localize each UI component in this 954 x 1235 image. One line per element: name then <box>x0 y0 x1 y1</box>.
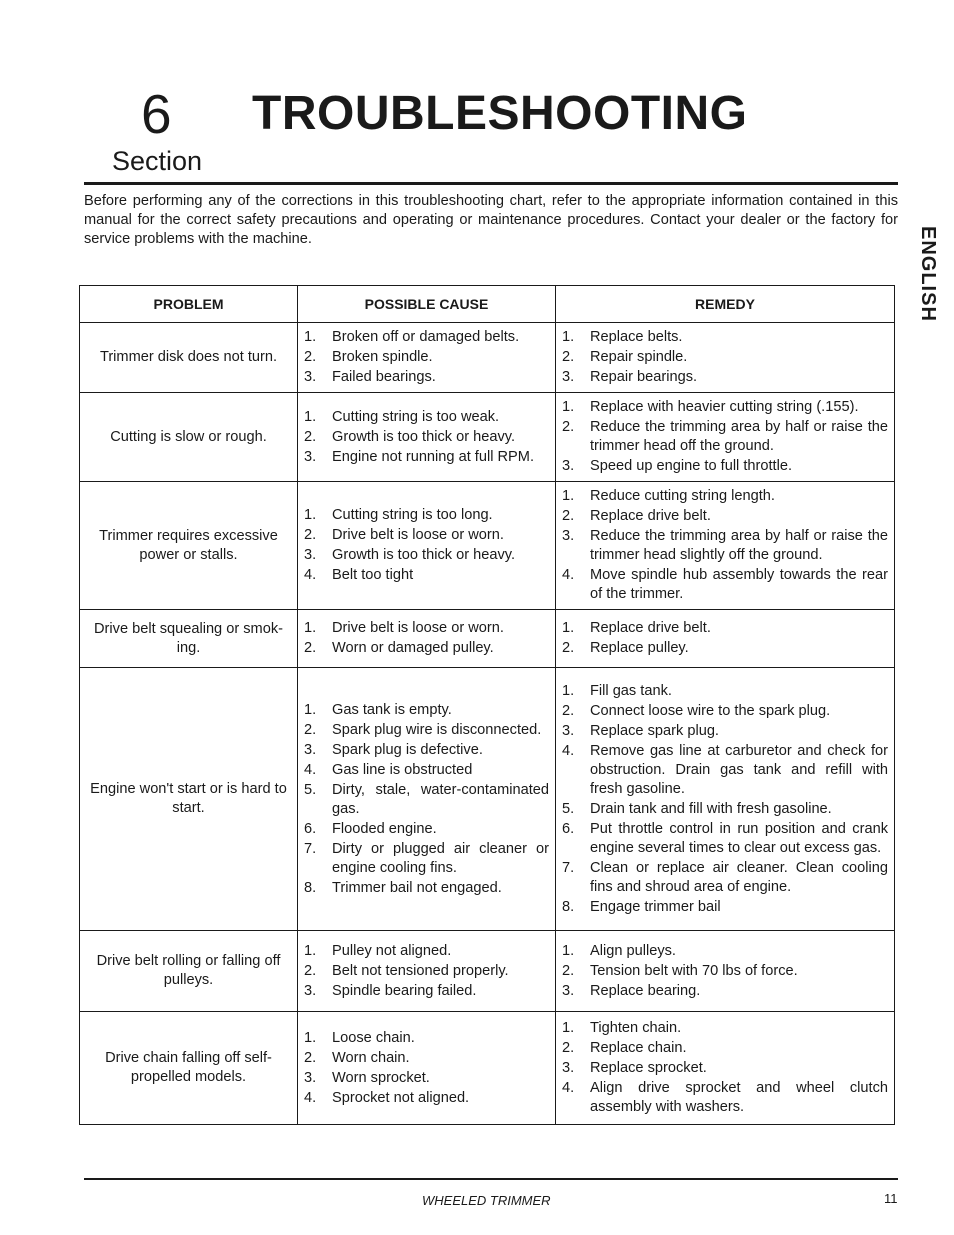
item-text: Repair bearings. <box>590 369 698 385</box>
cause-item <box>304 1089 549 1108</box>
item-number: 1. <box>304 701 317 718</box>
item-text: Gas line is obstructed <box>332 761 473 778</box>
cause-list <box>304 942 549 1001</box>
item-number: 1. <box>304 408 317 425</box>
table-row <box>80 1012 895 1125</box>
remedy-item <box>562 457 888 476</box>
cause-item <box>304 546 549 565</box>
item-number: 2. <box>562 349 575 365</box>
cause-item <box>304 942 549 961</box>
item-text: Reduce cutting string length. <box>590 488 775 504</box>
item-number: 1. <box>562 682 575 699</box>
item-text: Dirty or plugged air cleaner or engine cooling fins. <box>332 840 549 876</box>
remedy-cell <box>556 931 895 1012</box>
cause-cell <box>298 393 556 482</box>
item-number: 8. <box>304 879 317 896</box>
remedy-list <box>562 398 888 476</box>
remedy-item <box>562 527 888 565</box>
footer-divider <box>84 1178 898 1180</box>
item-number: 3. <box>562 722 575 739</box>
item-number: 1. <box>304 1029 317 1046</box>
cause-list <box>304 506 549 585</box>
column-header-cause: POSSIBLE CAUSE <box>298 286 556 323</box>
item-text: Engine not running at full RPM. <box>332 448 534 465</box>
item-number: 3. <box>304 369 317 385</box>
cause-cell <box>298 931 556 1012</box>
item-number: 2. <box>304 349 317 365</box>
cause-item <box>304 448 549 467</box>
cause-item <box>304 526 549 545</box>
remedy-item <box>562 328 888 347</box>
column-header-remedy: REMEDY <box>556 286 895 323</box>
item-text: Replace spark plug. <box>590 722 719 739</box>
item-text: Align drive sprocket and wheel clutch assembly with washers. <box>590 1080 888 1115</box>
item-number: 1. <box>562 942 575 959</box>
remedy-cell <box>556 610 895 668</box>
page-title: TROUBLESHOOTING <box>252 87 748 140</box>
item-number: 8. <box>562 898 575 915</box>
remedy-item <box>562 820 888 858</box>
remedy-item <box>562 1039 888 1058</box>
problem-cell: Drive belt rolling or falling off pulleys. <box>80 931 298 1012</box>
item-number: 2. <box>562 1040 575 1056</box>
remedy-list <box>562 619 888 658</box>
item-number: 1. <box>304 329 317 345</box>
item-number: 3. <box>304 1069 317 1086</box>
cause-list <box>304 328 549 387</box>
remedy-item <box>562 682 888 701</box>
remedy-item <box>562 898 888 917</box>
item-text: Replace with heavier cutting string (.155). <box>590 399 859 415</box>
problem-cell: Drive belt squealing or smok-ing. <box>80 610 298 668</box>
item-number: 3. <box>304 448 317 465</box>
cause-item <box>304 962 549 981</box>
remedy-item <box>562 348 888 367</box>
item-text: Failed bearings. <box>332 369 436 385</box>
item-text: Replace chain. <box>590 1040 687 1056</box>
remedy-list <box>562 487 888 604</box>
problem-cell: Engine won't start or is hard to start. <box>80 668 298 931</box>
item-number: 3. <box>562 982 575 999</box>
item-text: Spindle bearing failed. <box>332 982 477 999</box>
language-side-label: ENGLISH <box>917 226 939 322</box>
item-text: Engage trimmer bail <box>590 898 721 915</box>
cause-item <box>304 1029 549 1048</box>
remedy-item <box>562 859 888 897</box>
item-number: 6. <box>304 820 317 837</box>
remedy-item <box>562 368 888 387</box>
item-number: 5. <box>304 781 317 798</box>
item-number: 5. <box>562 800 575 817</box>
item-text: Clean or replace air cleaner. Clean cooling fins and shroud area of engine. <box>590 859 888 895</box>
item-text: Put throttle control in run position and crank engine several times to clear out excess gas. <box>590 820 888 856</box>
footer-product-name: WHEELED TRIMMER <box>422 1193 551 1208</box>
cause-cell <box>298 323 556 393</box>
troubleshooting-table <box>79 285 895 1125</box>
table-row <box>80 323 895 393</box>
remedy-item <box>562 942 888 961</box>
intro-paragraph: Before performing any of the corrections in this troubleshooting chart, refer to the appropriate information contained in this manual for the correct safety precautions and operating or maintenance procedures. Contact your dealer or the factory for service problems with the machine. <box>84 193 898 247</box>
item-number: 2. <box>304 428 317 445</box>
cause-item <box>304 348 549 367</box>
section-number: 6 <box>141 83 172 145</box>
item-text: Reduce the trimming area by half or raise the trimmer head off the ground. <box>590 419 888 454</box>
remedy-item <box>562 619 888 638</box>
item-number: 3. <box>562 1060 575 1076</box>
table-row <box>80 482 895 610</box>
item-text: Broken off or damaged belts. <box>332 329 520 345</box>
item-text: Tension belt with 70 lbs of force. <box>590 962 798 979</box>
item-number: 2. <box>304 962 317 979</box>
cause-item <box>304 408 549 427</box>
cause-item <box>304 781 549 819</box>
item-text: Drive belt is loose or worn. <box>332 620 504 636</box>
remedy-list <box>562 1019 888 1117</box>
remedy-item <box>562 639 888 658</box>
item-number: 2. <box>562 962 575 979</box>
item-text: Growth is too thick or heavy. <box>332 428 516 445</box>
cause-item <box>304 619 549 638</box>
item-number: 1. <box>304 507 317 523</box>
item-text: Flooded engine. <box>332 820 437 837</box>
remedy-cell <box>556 482 895 610</box>
item-number: 3. <box>304 982 317 999</box>
item-text: Sprocket not aligned. <box>332 1089 470 1106</box>
item-number: 2. <box>562 508 575 524</box>
item-number: 6. <box>562 820 575 837</box>
item-text: Cutting string is too weak. <box>332 408 500 425</box>
item-text: Spark plug is defective. <box>332 741 483 758</box>
item-number: 1. <box>562 620 575 636</box>
item-number: 7. <box>304 840 317 857</box>
item-number: 3. <box>562 369 575 385</box>
item-text: Growth is too thick or heavy. <box>332 547 516 563</box>
cause-item <box>304 1069 549 1088</box>
problem-cell: Trimmer disk does not turn. <box>80 323 298 393</box>
problem-cell: Trimmer requires excessive power or stalls. <box>80 482 298 610</box>
item-number: 3. <box>304 547 317 563</box>
item-text: Replace drive belt. <box>590 508 711 524</box>
item-number: 1. <box>562 1020 575 1036</box>
remedy-item <box>562 566 888 604</box>
item-number: 2. <box>304 721 317 738</box>
cause-list <box>304 408 549 467</box>
item-text: Spark plug wire is disconnected. <box>332 721 542 738</box>
remedy-item <box>562 800 888 819</box>
remedy-cell <box>556 1012 895 1125</box>
cause-item <box>304 566 549 585</box>
item-number: 1. <box>562 329 575 345</box>
remedy-list <box>562 328 888 387</box>
item-number: 2. <box>562 702 575 719</box>
remedy-item <box>562 982 888 1001</box>
item-text: Replace belts. <box>590 329 683 345</box>
cause-cell <box>298 482 556 610</box>
item-text: Replace bearing. <box>590 982 701 999</box>
item-text: Move spindle hub assembly towards the rear of the trimmer. <box>590 567 888 602</box>
item-number: 4. <box>304 1089 317 1106</box>
item-text: Pulley not aligned. <box>332 942 452 959</box>
cause-item <box>304 328 549 347</box>
item-text: Belt too tight <box>332 567 414 583</box>
cause-list <box>304 1029 549 1108</box>
item-text: Belt not tensioned properly. <box>332 962 509 979</box>
item-text: Connect loose wire to the spark plug. <box>590 702 831 719</box>
item-text: Align pulleys. <box>590 942 676 959</box>
cause-item <box>304 761 549 780</box>
remedy-item <box>562 487 888 506</box>
item-number: 3. <box>562 528 575 544</box>
cause-cell <box>298 1012 556 1125</box>
table-header-row <box>80 286 895 323</box>
item-text: Drive belt is loose or worn. <box>332 527 504 543</box>
cause-item <box>304 721 549 740</box>
cause-item <box>304 428 549 447</box>
remedy-item <box>562 507 888 526</box>
item-number: 1. <box>562 488 575 504</box>
remedy-item <box>562 742 888 799</box>
cause-list <box>304 619 549 658</box>
cause-item <box>304 368 549 387</box>
item-number: 7. <box>562 859 575 876</box>
item-number: 2. <box>562 419 575 435</box>
cause-item <box>304 879 549 898</box>
cause-item <box>304 982 549 1001</box>
remedy-item <box>562 398 888 417</box>
table-row <box>80 610 895 668</box>
item-text: Remove gas line at carburetor and check for obstruction. Drain gas tank and refill with fresh gasoline. <box>590 742 888 797</box>
problem-cell: Drive chain falling off self-propelled models. <box>80 1012 298 1125</box>
remedy-item <box>562 722 888 741</box>
item-text: Trimmer bail not engaged. <box>332 879 502 896</box>
cause-item <box>304 820 549 839</box>
cause-item <box>304 840 549 878</box>
remedy-item <box>562 962 888 981</box>
item-text: Speed up engine to full throttle. <box>590 458 793 474</box>
item-number: 2. <box>304 640 317 656</box>
cause-item <box>304 639 549 658</box>
page-number: 11 <box>884 1191 898 1206</box>
item-text: Replace sprocket. <box>590 1060 707 1076</box>
item-text: Reduce the trimming area by half or raise the trimmer head slightly off the ground. <box>590 528 888 563</box>
item-text: Cutting string is too long. <box>332 507 493 523</box>
remedy-item <box>562 1079 888 1117</box>
item-text: Worn sprocket. <box>332 1069 430 1086</box>
cause-item <box>304 741 549 760</box>
item-text: Fill gas tank. <box>590 682 672 699</box>
item-number: 3. <box>304 741 317 758</box>
remedy-item <box>562 702 888 721</box>
remedy-list <box>562 942 888 1001</box>
item-number: 2. <box>304 1049 317 1066</box>
table-row <box>80 931 895 1012</box>
item-text: Drain tank and fill with fresh gasoline. <box>590 800 832 817</box>
table-body <box>80 323 895 1125</box>
remedy-cell <box>556 323 895 393</box>
table-row <box>80 393 895 482</box>
section-word: Section <box>112 146 203 176</box>
cause-cell <box>298 668 556 931</box>
item-number: 1. <box>304 620 317 636</box>
item-number: 4. <box>304 761 317 778</box>
item-text: Replace pulley. <box>590 640 689 656</box>
item-number: 2. <box>304 527 317 543</box>
item-number: 4. <box>562 742 575 759</box>
remedy-cell <box>556 393 895 482</box>
cause-item <box>304 701 549 720</box>
item-text: Replace drive belt. <box>590 620 711 636</box>
problem-cell: Cutting is slow or rough. <box>80 393 298 482</box>
item-text: Tighten chain. <box>590 1020 682 1036</box>
item-text: Loose chain. <box>332 1029 415 1046</box>
item-text: Worn chain. <box>332 1049 410 1066</box>
item-number: 1. <box>304 942 317 959</box>
cause-cell <box>298 610 556 668</box>
remedy-item <box>562 418 888 456</box>
item-number: 4. <box>562 1080 575 1096</box>
remedy-list <box>562 682 888 917</box>
item-number: 2. <box>562 640 575 656</box>
table-row <box>80 668 895 931</box>
item-text: Dirty, stale, water-contaminated gas. <box>332 781 549 817</box>
column-header-problem: PROBLEM <box>80 286 298 323</box>
cause-list <box>304 701 549 898</box>
item-number: 1. <box>562 399 575 415</box>
item-text: Gas tank is empty. <box>332 701 452 718</box>
remedy-item <box>562 1059 888 1078</box>
header-divider <box>84 182 898 185</box>
cause-item <box>304 1049 549 1068</box>
remedy-item <box>562 1019 888 1038</box>
item-number: 4. <box>562 567 575 583</box>
cause-item <box>304 506 549 525</box>
item-text: Worn or damaged pulley. <box>332 640 494 656</box>
item-text: Repair spindle. <box>590 349 688 365</box>
item-number: 3. <box>562 458 575 474</box>
item-number: 4. <box>304 567 317 583</box>
remedy-cell <box>556 668 895 931</box>
item-text: Broken spindle. <box>332 349 433 365</box>
